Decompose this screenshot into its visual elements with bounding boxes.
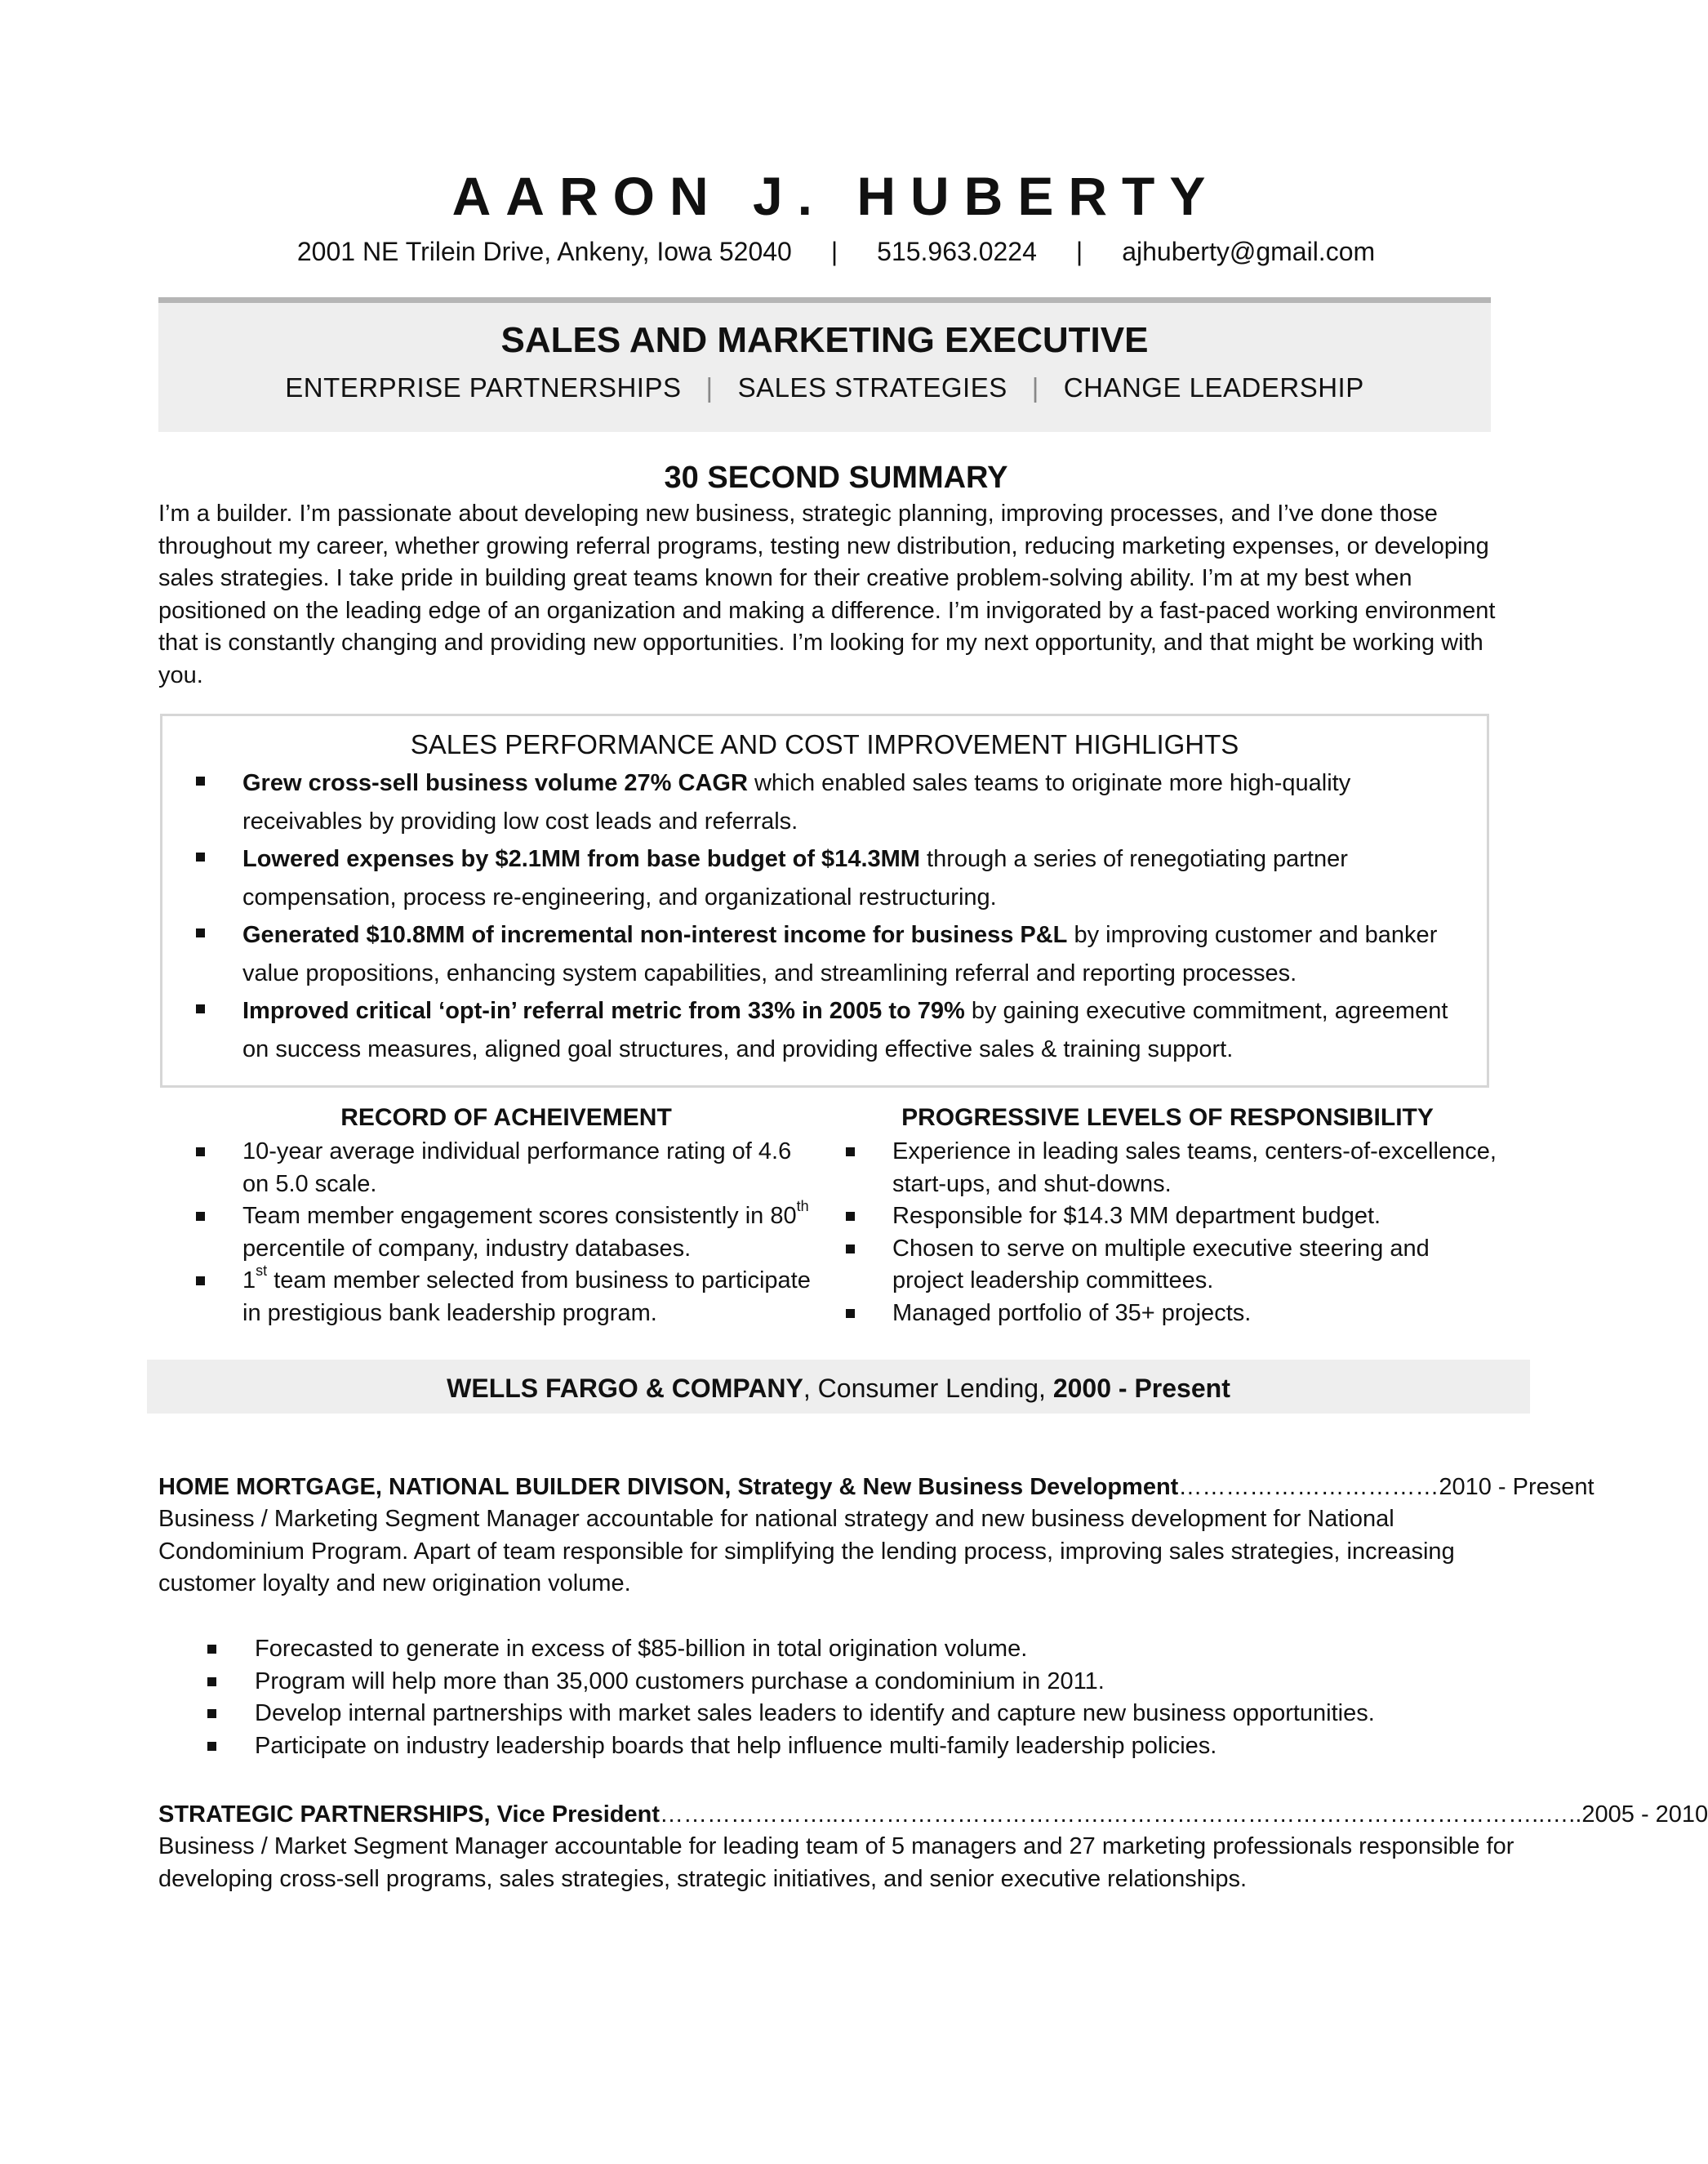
achievement-item (196, 1200, 816, 1265)
square-bullet-icon (207, 1645, 216, 1654)
job-bullet-list (207, 1633, 1514, 1762)
contact-separator: | (1075, 237, 1083, 266)
specialties-line (158, 372, 1491, 404)
job-heading (158, 1472, 1595, 1504)
job-dates: 2005 - 2010 (1581, 1801, 1708, 1828)
achievement-text: Team member engagement scores consistently in 80 (242, 1203, 797, 1229)
dot-leader: …………………..…………………………….………………………………………………..….. (659, 1801, 1582, 1828)
achievement-text: team member selected from business to participate in prestigious bank leadership program. (242, 1267, 811, 1326)
ordinal-suffix: st (256, 1262, 268, 1280)
responsibility-item (846, 1136, 1499, 1200)
specialty-item: ENTERPRISE PARTNERSHIPS (285, 372, 682, 403)
specialty-separator: | (1031, 372, 1039, 403)
square-bullet-icon (196, 928, 205, 937)
responsibility-title: PROGRESSIVE LEVELS OF RESPONSIBILITY (901, 1104, 1434, 1131)
achievement-text: 10-year average individual performance rating of 4.6 on 5.0 scale. (242, 1138, 792, 1197)
job-bullet-item (207, 1666, 1514, 1699)
header-rule (158, 297, 1491, 303)
square-bullet-icon (196, 1147, 205, 1156)
job-heading (158, 1799, 1708, 1832)
square-bullet-icon (196, 777, 205, 786)
job-bullet-text: Forecasted to generate in excess of $85-billion in total origination volume. (255, 1636, 1028, 1662)
highlight-text: through a series of renegotiating partner compensation, process re-engineering, and organizational restructuring. (242, 846, 1348, 911)
job-dates: 2010 - Present (1439, 1474, 1595, 1500)
job-title: HOME MORTGAGE, NATIONAL BUILDER DIVISON, Strategy & New Business Development (158, 1474, 1179, 1500)
highlights-title: SALES PERFORMANCE AND COST IMPROVEMENT HIGHLIGHTS (410, 729, 1239, 759)
company-division: , Consumer Lending, (803, 1374, 1053, 1403)
email: ajhuberty@gmail.com (1122, 237, 1376, 266)
candidate-name: AARON J. HUBERTY (451, 166, 1221, 226)
phone: 515.963.0224 (877, 237, 1037, 266)
highlight-text: which enabled sales teams to originate more high-quality receivables by providing low cost leads and referrals. (242, 770, 1351, 835)
highlight-text: by gaining executive commitment, agreement on success measures, aligned goal structures, and providing effective sales & training support. (242, 998, 1448, 1062)
responsibility-list (846, 1136, 1499, 1329)
responsibility-text: Responsible for $14.3 MM department budget. (892, 1203, 1381, 1229)
job-description: Business / Marketing Segment Manager accountable for national strategy and new business development for National Condominium Program. Apart of team responsible for simplifying the lending process, improving sales strategies, increasing customer loyalty and new origination volume. (158, 1506, 1455, 1596)
address: 2001 NE Trilein Drive, Ankeny, Iowa 52040 (296, 237, 792, 266)
responsibility-item (846, 1298, 1499, 1330)
highlight-bold: Grew cross-sell business volume 27% CAGR (242, 770, 748, 796)
square-bullet-icon (207, 1742, 216, 1751)
dot-leader: …………………………… (1178, 1474, 1439, 1500)
specialty-item: CHANGE LEADERSHIP (1063, 372, 1364, 403)
specialty-separator: | (705, 372, 714, 403)
job-bullet-item (207, 1730, 1514, 1763)
highlight-text: by improving customer and banker value propositions, enhancing system capabilities, and streamlining referral and reporting processes. (242, 922, 1438, 986)
summary-body: I’m a builder. I’m passionate about developing new business, strategic planning, improving processes, and I’ve done those throughout my career, whether growing referral programs, testing new distribution, reducing marketing expenses, or developing sales strategies. I take pride in building great teams known for their creative problem-solving ability. I’m at my best when positioned on the leading edge of an organization and making a difference. I’m invigorated by a fast-paced working environment that is constantly changing and providing new opportunities. I’m looking for my next opportunity, and that might be working with you. (158, 501, 1496, 688)
responsibility-text: Experience in leading sales teams, centers-of-excellence, start-ups, and shut-downs. (892, 1138, 1497, 1197)
summary-title: 30 SECOND SUMMARY (664, 461, 1008, 495)
responsibility-item (846, 1233, 1499, 1298)
contact-separator: | (830, 237, 838, 266)
job-bullet-item (207, 1633, 1514, 1666)
square-bullet-icon (846, 1212, 855, 1221)
square-bullet-icon (196, 1276, 205, 1285)
square-bullet-icon (846, 1245, 855, 1253)
achievement-item (196, 1262, 816, 1329)
specialty-item: SALES STRATEGIES (737, 372, 1007, 403)
achievement-list (196, 1136, 816, 1329)
headline-title: SALES AND MARKETING EXECUTIVE (500, 320, 1149, 360)
achievement-title: RECORD OF ACHEIVEMENT (340, 1104, 672, 1131)
company-dates: 2000 - Present (1052, 1374, 1230, 1403)
job-bullet-text: Develop internal partnerships with market sales leaders to identify and capture new business opportunities. (255, 1700, 1375, 1726)
responsibility-item (846, 1200, 1499, 1233)
company-line (147, 1372, 1530, 1405)
highlight-bold: Generated $10.8MM of incremental non-interest income for business P&L (242, 922, 1068, 948)
highlight-bold: Improved critical ‘opt-in’ referral metric from 33% in 2005 to 79% (242, 998, 965, 1024)
highlight-item (196, 840, 1470, 916)
highlight-item (196, 916, 1470, 992)
square-bullet-icon (196, 853, 205, 862)
company-name: WELLS FARGO & COMPANY (447, 1374, 803, 1403)
achievement-text: percentile of company, industry databases. (242, 1235, 692, 1262)
square-bullet-icon (207, 1677, 216, 1686)
square-bullet-icon (207, 1709, 216, 1718)
square-bullet-icon (196, 1212, 205, 1221)
square-bullet-icon (196, 1004, 205, 1013)
ordinal-suffix: th (796, 1198, 809, 1215)
job-title: STRATEGIC PARTNERSHIPS, Vice President (158, 1801, 660, 1828)
responsibility-text: Chosen to serve on multiple executive steering and project leadership committees. (892, 1235, 1430, 1294)
job-bullet-text: Participate on industry leadership boards that help influence multi-family leadership policies. (255, 1732, 1217, 1759)
highlight-item (196, 992, 1470, 1068)
achievement-text: 1 (242, 1267, 256, 1294)
job-description: Business / Market Segment Manager accountable for leading team of 5 managers and 27 marketing professionals responsible for developing cross-sell programs, sales strategies, strategic initiatives, and senior executive relationships. (158, 1833, 1515, 1892)
achievement-item (196, 1136, 816, 1200)
highlight-item (196, 764, 1470, 840)
highlights-list (196, 764, 1470, 1068)
contact-line (0, 235, 1672, 268)
job-bullet-text: Program will help more than 35,000 customers purchase a condominium in 2011. (255, 1668, 1105, 1694)
job-bullet-item (207, 1698, 1514, 1730)
square-bullet-icon (846, 1147, 855, 1156)
highlight-bold: Lowered expenses by $2.1MM from base budget of $14.3MM (242, 846, 920, 872)
square-bullet-icon (846, 1309, 855, 1318)
responsibility-text: Managed portfolio of 35+ projects. (892, 1299, 1252, 1326)
